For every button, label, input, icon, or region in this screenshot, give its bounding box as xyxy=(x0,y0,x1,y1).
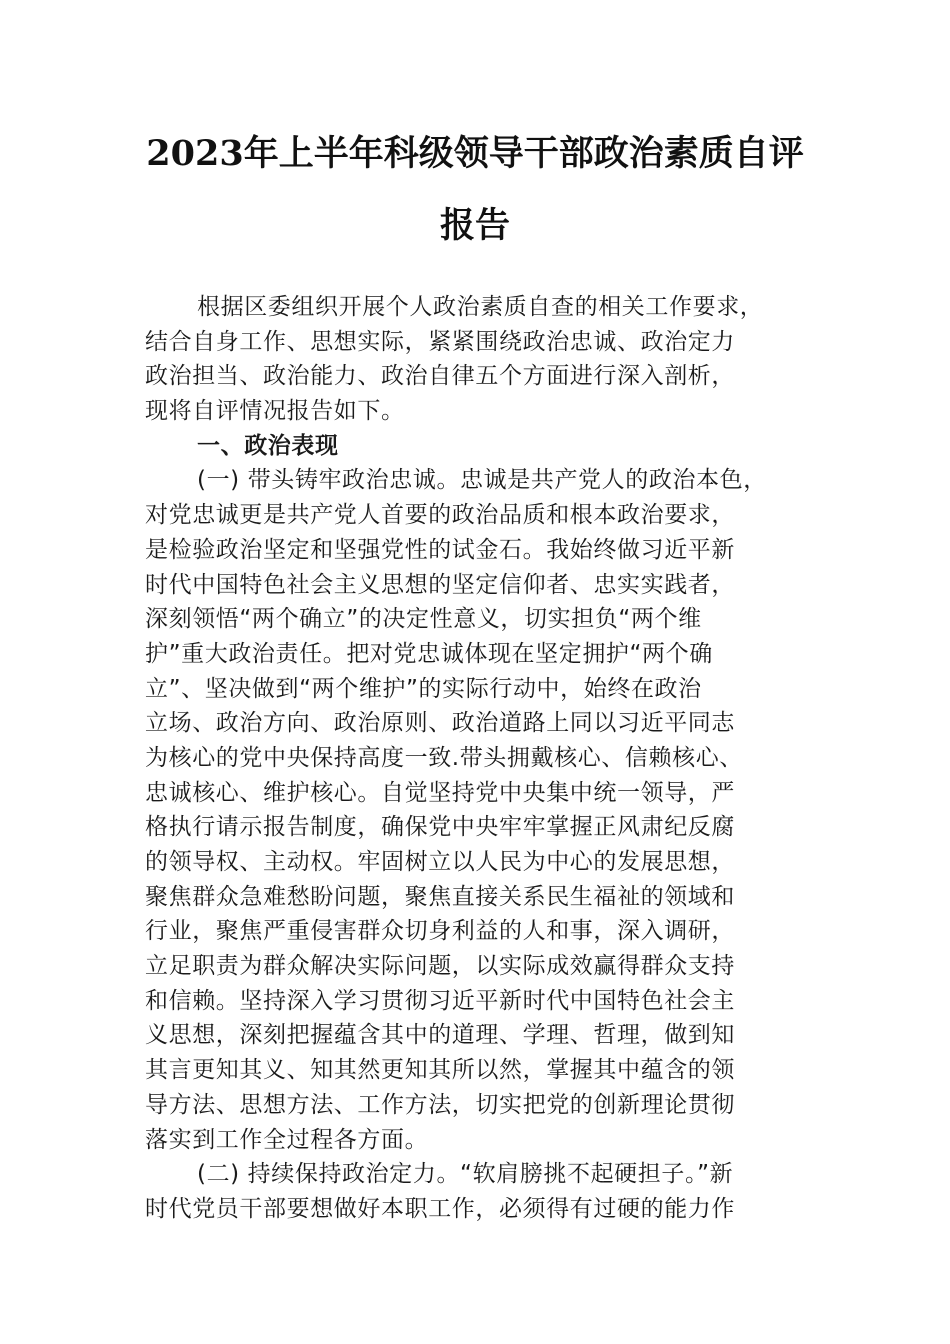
paragraph-line: 为核心的党中央保持高度一致.带头拥戴核心、信赖核心、 xyxy=(145,744,743,771)
paragraph-line: 行业，聚焦严重侵害群众切身利益的人和事，深入调研， xyxy=(145,918,735,945)
paragraph-line: 立场、政治方向、政治原则、政治道路上同以习近平同志 xyxy=(145,710,735,737)
paragraph-line: 和信赖。坚持深入学习贯彻习近平新时代中国特色社会主 xyxy=(145,987,735,1014)
paragraph-line: 落实到工作全过程各方面。 xyxy=(145,1126,429,1153)
paragraph-line: 忠诚核心、维护核心。自觉坚持党中央集中统一领导，严 xyxy=(145,779,735,806)
paragraph-line: 深刻领悟“两个确立”的决定性意义，切实担负“两个维 xyxy=(145,606,702,633)
paragraph-line: 护”重大政治责任。把对党忠诚体现在坚定拥护“两个确 xyxy=(145,640,713,667)
section-heading: 一、政治表现 xyxy=(197,432,339,459)
paragraph-line: 义思想，深刻把握蕴含其中的道理、学理、哲理，做到知 xyxy=(145,1022,735,1049)
paragraph-line: 立”、坚决做到“两个维护”的实际行动中，始终在政治 xyxy=(145,675,702,702)
paragraph-line: 结合自身工作、思想实际，紧紧围绕政治忠诚、政治定力 xyxy=(145,328,735,355)
paragraph-line: 的领导权、主动权。牢固树立以人民为中心的发展思想， xyxy=(145,849,735,875)
paragraph-line: 现将自评情况报告如下。 xyxy=(145,398,405,425)
paragraph-line: (二) 持续保持政治定力。“软肩膀挑不起硬担子。”新 xyxy=(197,1161,734,1188)
paragraph-line: 立足职责为群众解决实际问题，以实际成效赢得群众支持 xyxy=(145,953,735,980)
paragraph-line: 时代中国特色社会主义思想的坚定信仰者、忠实实践者， xyxy=(145,571,735,598)
paragraph-line: 根据区委组织开展个人政治素质自查的相关工作要求， xyxy=(197,294,764,320)
paragraph-line: 导方法、思想方法、工作方法，切实把党的创新理论贯彻 xyxy=(145,1091,735,1118)
paragraph-line: 时代党员干部要想做好本职工作，必须得有过硬的能力作 xyxy=(145,1195,735,1222)
paragraph-line: 其言更知其义、知其然更知其所以然，掌握其中蕴含的领 xyxy=(145,1057,735,1084)
paragraph-line: 是检验政治坚定和坚强党性的试金石。我始终做习近平新 xyxy=(145,536,735,563)
paragraph-line: 政治担当、政治能力、政治自律五个方面进行深入剖析， xyxy=(145,363,735,390)
paragraph-line: 聚焦群众急难愁盼问题，聚焦直接关系民生福祉的领域和 xyxy=(145,883,735,910)
title-line-1: 2023年上半年科级领导干部政治素质自评 xyxy=(146,133,804,174)
paragraph-line: 对党忠诚更是共产党人首要的政治品质和根本政治要求， xyxy=(145,502,735,529)
document-body xyxy=(145,290,810,1227)
title-line-2: 报告 xyxy=(439,205,510,246)
document-title xyxy=(140,118,810,262)
paragraph-line: 格执行请示报告制度，确保党中央牢牢掌握正风肃纪反腐 xyxy=(145,814,735,841)
paragraph-line: (一) 带头铸牢政治忠诚。忠诚是共产党人的政治本色， xyxy=(197,467,767,494)
